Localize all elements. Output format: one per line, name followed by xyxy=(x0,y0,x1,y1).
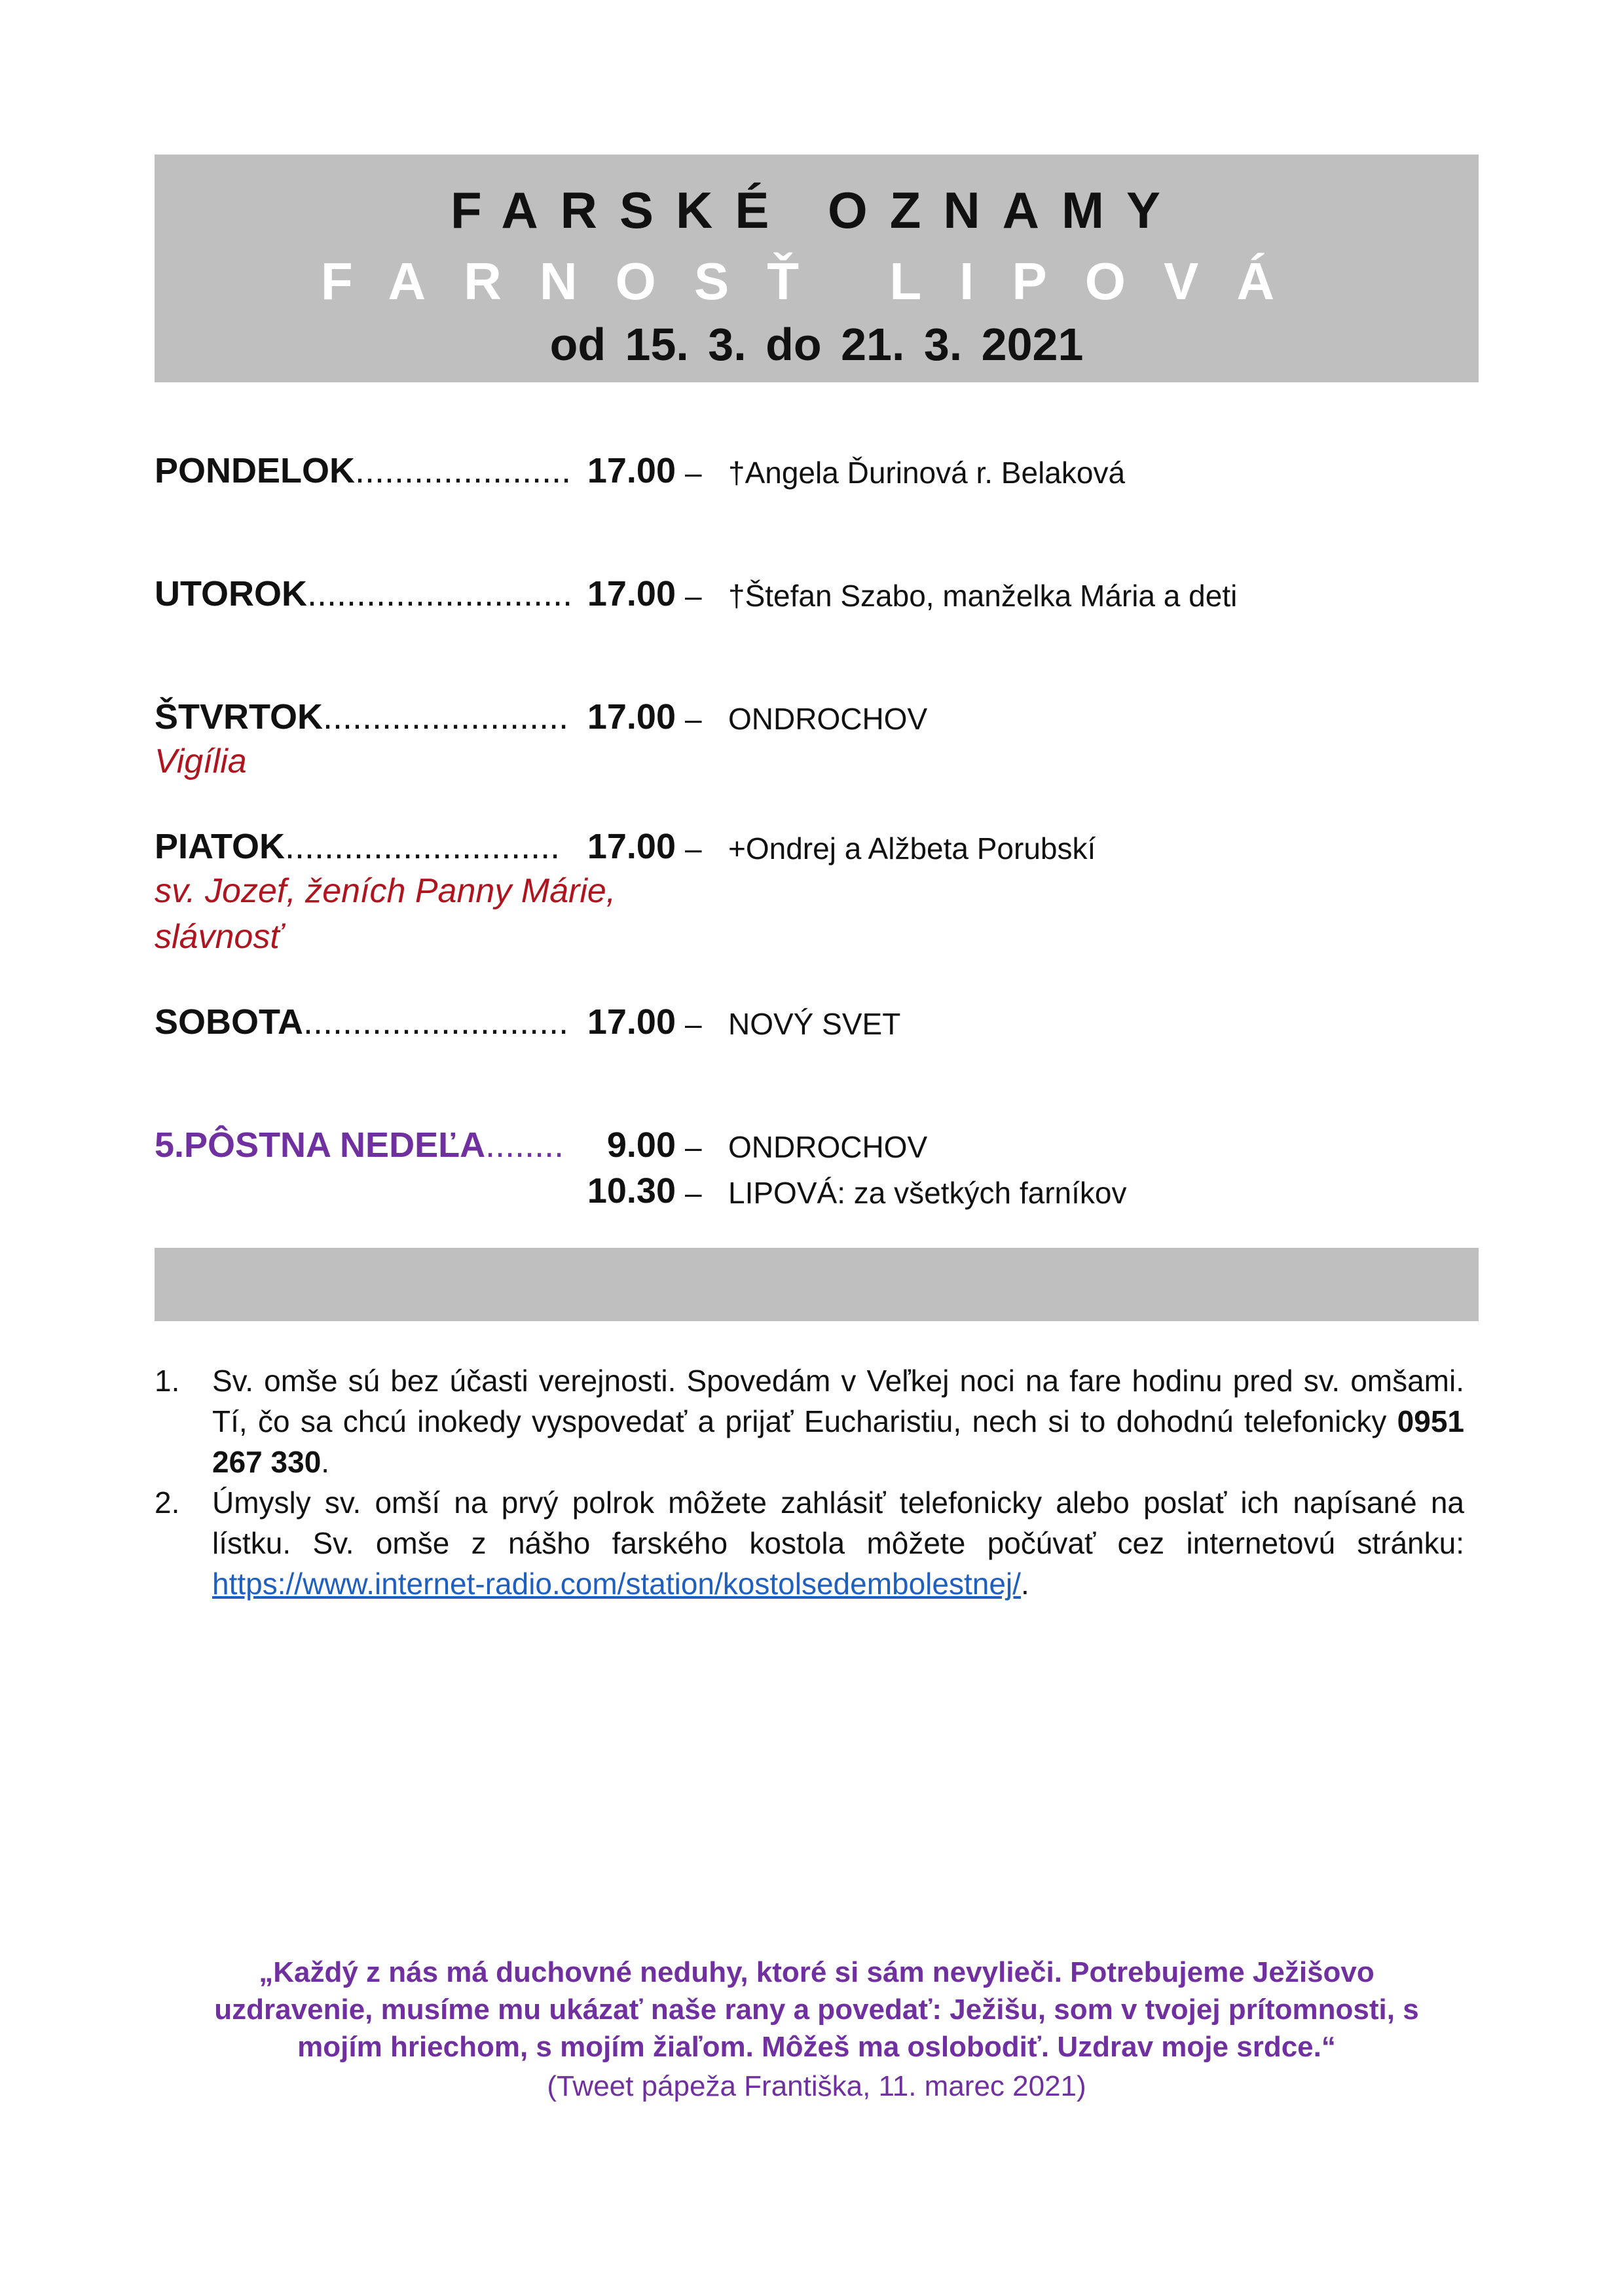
schedule-day-monday: PONDELOK...................... xyxy=(155,451,572,490)
divider-bar xyxy=(155,1248,1479,1321)
dash: – xyxy=(685,1007,702,1041)
mass-time: 17.00 xyxy=(587,451,676,490)
mass-intention: ONDROCHOV xyxy=(728,1130,928,1164)
mass-time: 17.00 xyxy=(587,827,676,866)
dash: – xyxy=(685,831,702,866)
schedule-day-thursday: ŠTVRTOK......................... xyxy=(155,697,569,737)
mass-time: 17.00 xyxy=(587,697,676,737)
quote-source: (Tweet pápeža Františka, 11. marec 2021) xyxy=(547,2070,1086,2102)
mass-time: 17.00 xyxy=(587,574,676,613)
mass-intention: +Ondrej a Alžbeta Porubskí xyxy=(728,831,1096,866)
dash: – xyxy=(685,579,702,613)
dash: – xyxy=(685,702,702,736)
radio-link[interactable]: https://www.internet-radio.com/station/kostolsedembolestnej/ xyxy=(212,1567,1021,1601)
parish-name: FARNOSŤ LIPOVÁ xyxy=(320,252,1313,310)
pope-quote: „Každý z nás má duchovné neduhy, ktoré si sám nevylieči. Potrebujeme Ježišovo uzdravenie, musíme mu ukázať naše rany a povedať: Ježišu, som v tvojej prítomnosti, s mojím hriechom, s mojím žiaľom. Môžeš ma oslobodiť. Uzdrav moje srdce.“ xyxy=(214,1956,1419,2063)
list-item: 2. Úmysly sv. omší na prvý polrok môžete zahlásiť telefonicky alebo poslať ich napísané na lístku. Sv. omše z nášho farského kostola môžete počúvať cez internetovú stránku: https://www.internet-radio.com/station/kostolsedembolestnej/. xyxy=(155,1485,1464,1601)
dash: – xyxy=(685,1176,702,1210)
notes-list xyxy=(155,1360,1464,1604)
mass-intention: ONDROCHOV xyxy=(728,702,928,736)
dash: – xyxy=(685,1130,702,1164)
feast-label: Vigília xyxy=(155,742,247,780)
mass-intention: NOVÝ SVET xyxy=(728,1007,901,1041)
dash: – xyxy=(685,456,702,490)
schedule-day-friday: PIATOK............................ xyxy=(155,827,561,866)
mass-time: 10.30 xyxy=(587,1171,676,1211)
header-banner xyxy=(155,155,1479,382)
phone-number: 0951 267 330 xyxy=(212,1404,1464,1479)
schedule-day-saturday: SOBOTA........................... xyxy=(155,1002,569,1042)
mass-time: 17.00 xyxy=(587,1002,676,1042)
mass-time: 9.00 xyxy=(606,1125,676,1165)
feast-label: sv. Jozef, ženích Panny Márie, slávnosť xyxy=(155,872,616,956)
mass-intention: LIPOVÁ: za všetkých farníkov xyxy=(728,1176,1127,1210)
schedule-day-sunday: 5.PÔSTNA NEDEĽA........ xyxy=(155,1125,564,1165)
date-range: od 15. 3. do 21. 3. 2021 xyxy=(549,319,1084,370)
schedule-day-tuesday: UTOROK........................... xyxy=(155,574,573,613)
mass-intention: †Angela Ďurinová r. Belaková xyxy=(728,456,1126,490)
list-item: 1. Sv. omše sú bez účasti verejnosti. Spovedám v Veľkej noci na fare hodinu pred sv. omšami. Tí, čo sa chcú inokedy vyspovedať a prijať Eucharistiu, nech si to dohodnú telefonicky 0951 267 330. xyxy=(155,1364,1464,1479)
mass-intention: †Štefan Szabo, manželka Mária a deti xyxy=(728,579,1238,613)
page-title: FARSKÉ OZNAMY xyxy=(450,181,1183,239)
